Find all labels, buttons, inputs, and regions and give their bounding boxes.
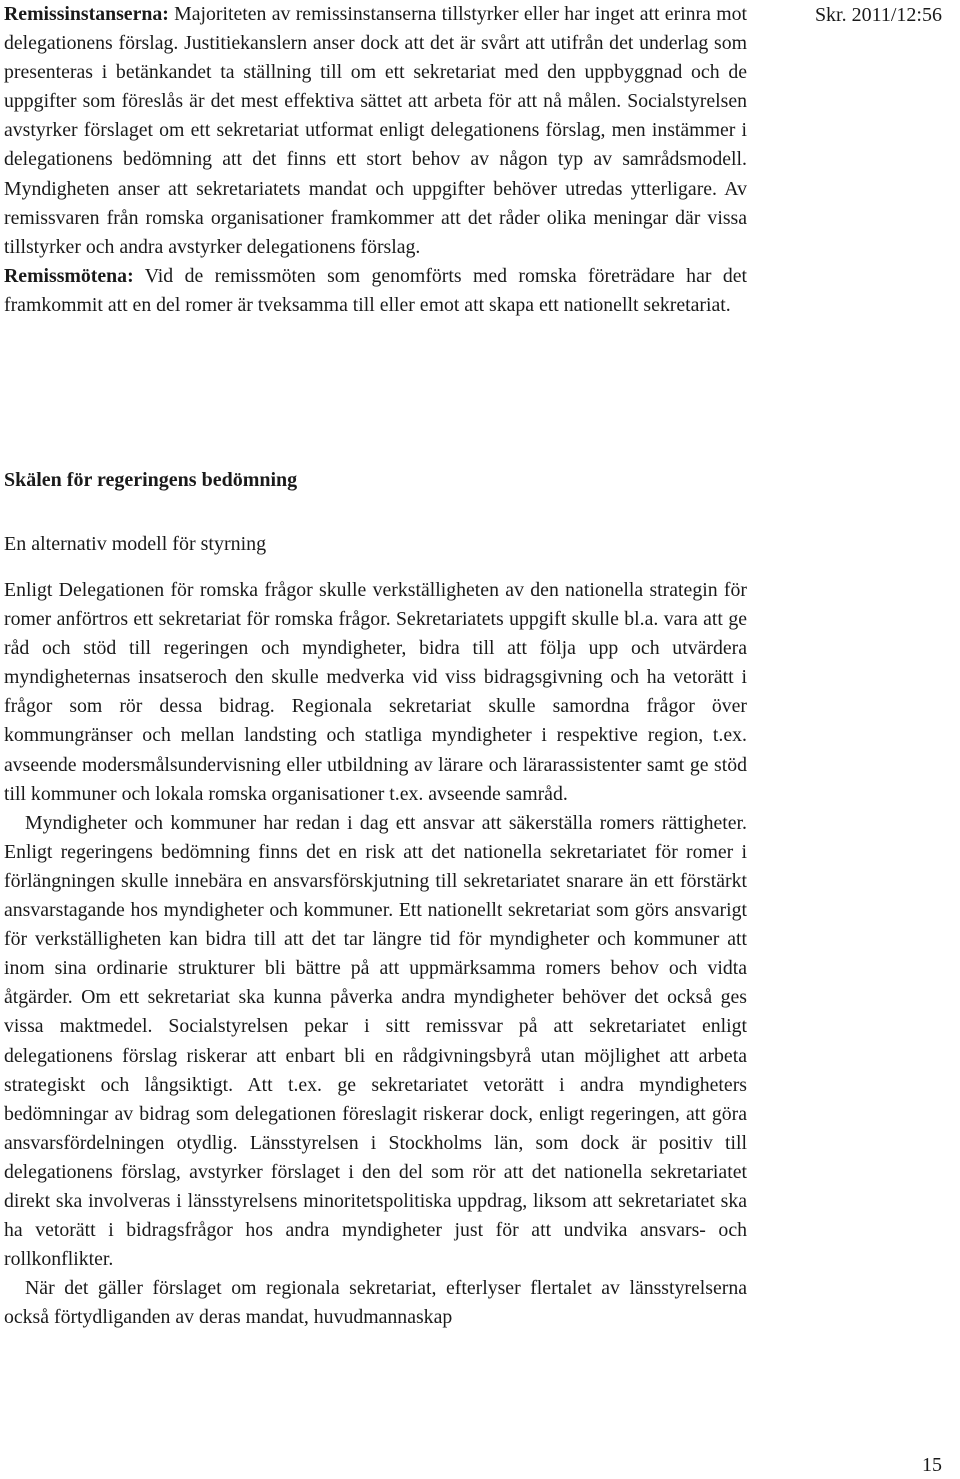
- page-number: 15: [922, 1454, 942, 1476]
- document-reference: Skr. 2011/12:56: [814, 4, 942, 26]
- assessment-paragraph-3: När det gäller förslaget om regionala sekretariat, efterlyser flertalet av länsstyrelserna också förtydliganden av deras mandat, huvudmannaskap: [4, 1277, 747, 1329]
- remissmoten-text: Vid de remissmöten som genomförts med romska företrädare har det framkommit att en del romer är tveksamma till eller emot att skapa ett nationellt sekretariat.: [4, 264, 747, 316]
- remissmoten-lead: Remissmötena:: [4, 264, 134, 287]
- remissinstanser-text: Majoriteten av remissinstanserna tillstyrker eller har inget att erinra mot delegationens förslag. Justitiekanslern anser dock att det är svårt att utifrån det underlag som presenteras i betänkandet ta ställning till om ett sekretariat med den uppbyggnad och de uppgifter som föreslås är det mest effektiva sättet att arbeta för att nå målen. Socialstyrelsen avstyrker förslaget om ett sekretariat utformat enligt delegationens förslag, men instämmer i delegationens bedömning att det finns ett stort behov av någon typ av samrådsmodell. Myndigheten anser att sekretariatets mandat och uppgifter behöver utredas ytterligare. Av remissvaren från romska organisationer framkommer att det råder olika meningar där vissa tillstyrker och andra avstyrker delegationens förslag.: [4, 3, 747, 258]
- remissmoten-paragraph: [4, 262, 747, 320]
- assessment-paragraph-1: Enligt Delegationen för romska frågor skulle verkställigheten av den nationella strategin för romer anförtros ett sekretariat för romska frågor. Sekretariatets uppgift skulle bl.a. vara att ge råd och stöd till regeringen och myndigheter, bidra till att följa upp och utvärdera myndigheternas insatseroch den skulle medverka vid viss bidragsgivning och ha vetorätt i frågor som rör dessa bidrag. Regionala sekretariat skulle samordna frågor över kommungränser och mellan landsting och statliga myndigheter i respektive region, t.ex. avseende modersmålsundervisning eller utbildning av lärare och lärarassistenter samt ge stöd till kommuner och lokala romska organisationer t.ex. avseende samråd.: [4, 579, 747, 805]
- remiss-section: [4, 0, 747, 320]
- section-heading: Skälen för regeringens bedömning: [4, 469, 298, 491]
- assessment-body: [4, 576, 747, 1332]
- assessment-paragraph-2: Myndigheter och kommuner har redan i dag ett ansvar att säkerställa romers rättigheter. Enligt regeringens bedömning finns det en risk att det nationella sekretariatet för romer i förlängningen skulle innebära en ansvarsförskjutning till sekretariatet snarare än ett förstärkt ansvarstagande hos myndigheter och kommuner. Ett nationellt sekretariat som görs ansvarigt för verkställigheten kan bidra till att det tar längre tid för myndigheter och kommuner att inom sina ordinarie strukturer bli bättre på att uppmärksamma romers behov och vidta åtgärder. Om ett sekretariat ska kunna påverka andra myndigheter behöver det också ges vissa maktmedel. Socialstyrelsen pekar i sitt remissvar på att sekretariatet enligt delegationens förslag riskerar att enbart bli en rådgivningsbyrå utan möjlighet att arbeta strategiskt och långsiktigt. Att t.ex. ge sekretariatet vetorätt i andra myndigheters bedömningar av bidrag som delegationen föreslagit riskerar dock, enligt regeringen, att göra ansvarsfördelningen otydlig. Länsstyrelsen i Stockholms län, som dock är positiv till delegationens förslag, avstyrker förslaget i den del som rör att det nationella sekretariatet direkt ska involveras i länsstyrelsens minoritetspolitiska uppdrag, liksom att sekretariatet ska ha vetorätt i bidragsfrågor hos andra myndigheter just för att undvika ansvars- och rollkonflikter.: [4, 811, 747, 1271]
- section-subheading: En alternativ modell för styrning: [4, 533, 267, 555]
- remissinstanser-paragraph: [4, 0, 747, 262]
- remissinstanser-lead: Remissinstanserna:: [4, 3, 169, 25]
